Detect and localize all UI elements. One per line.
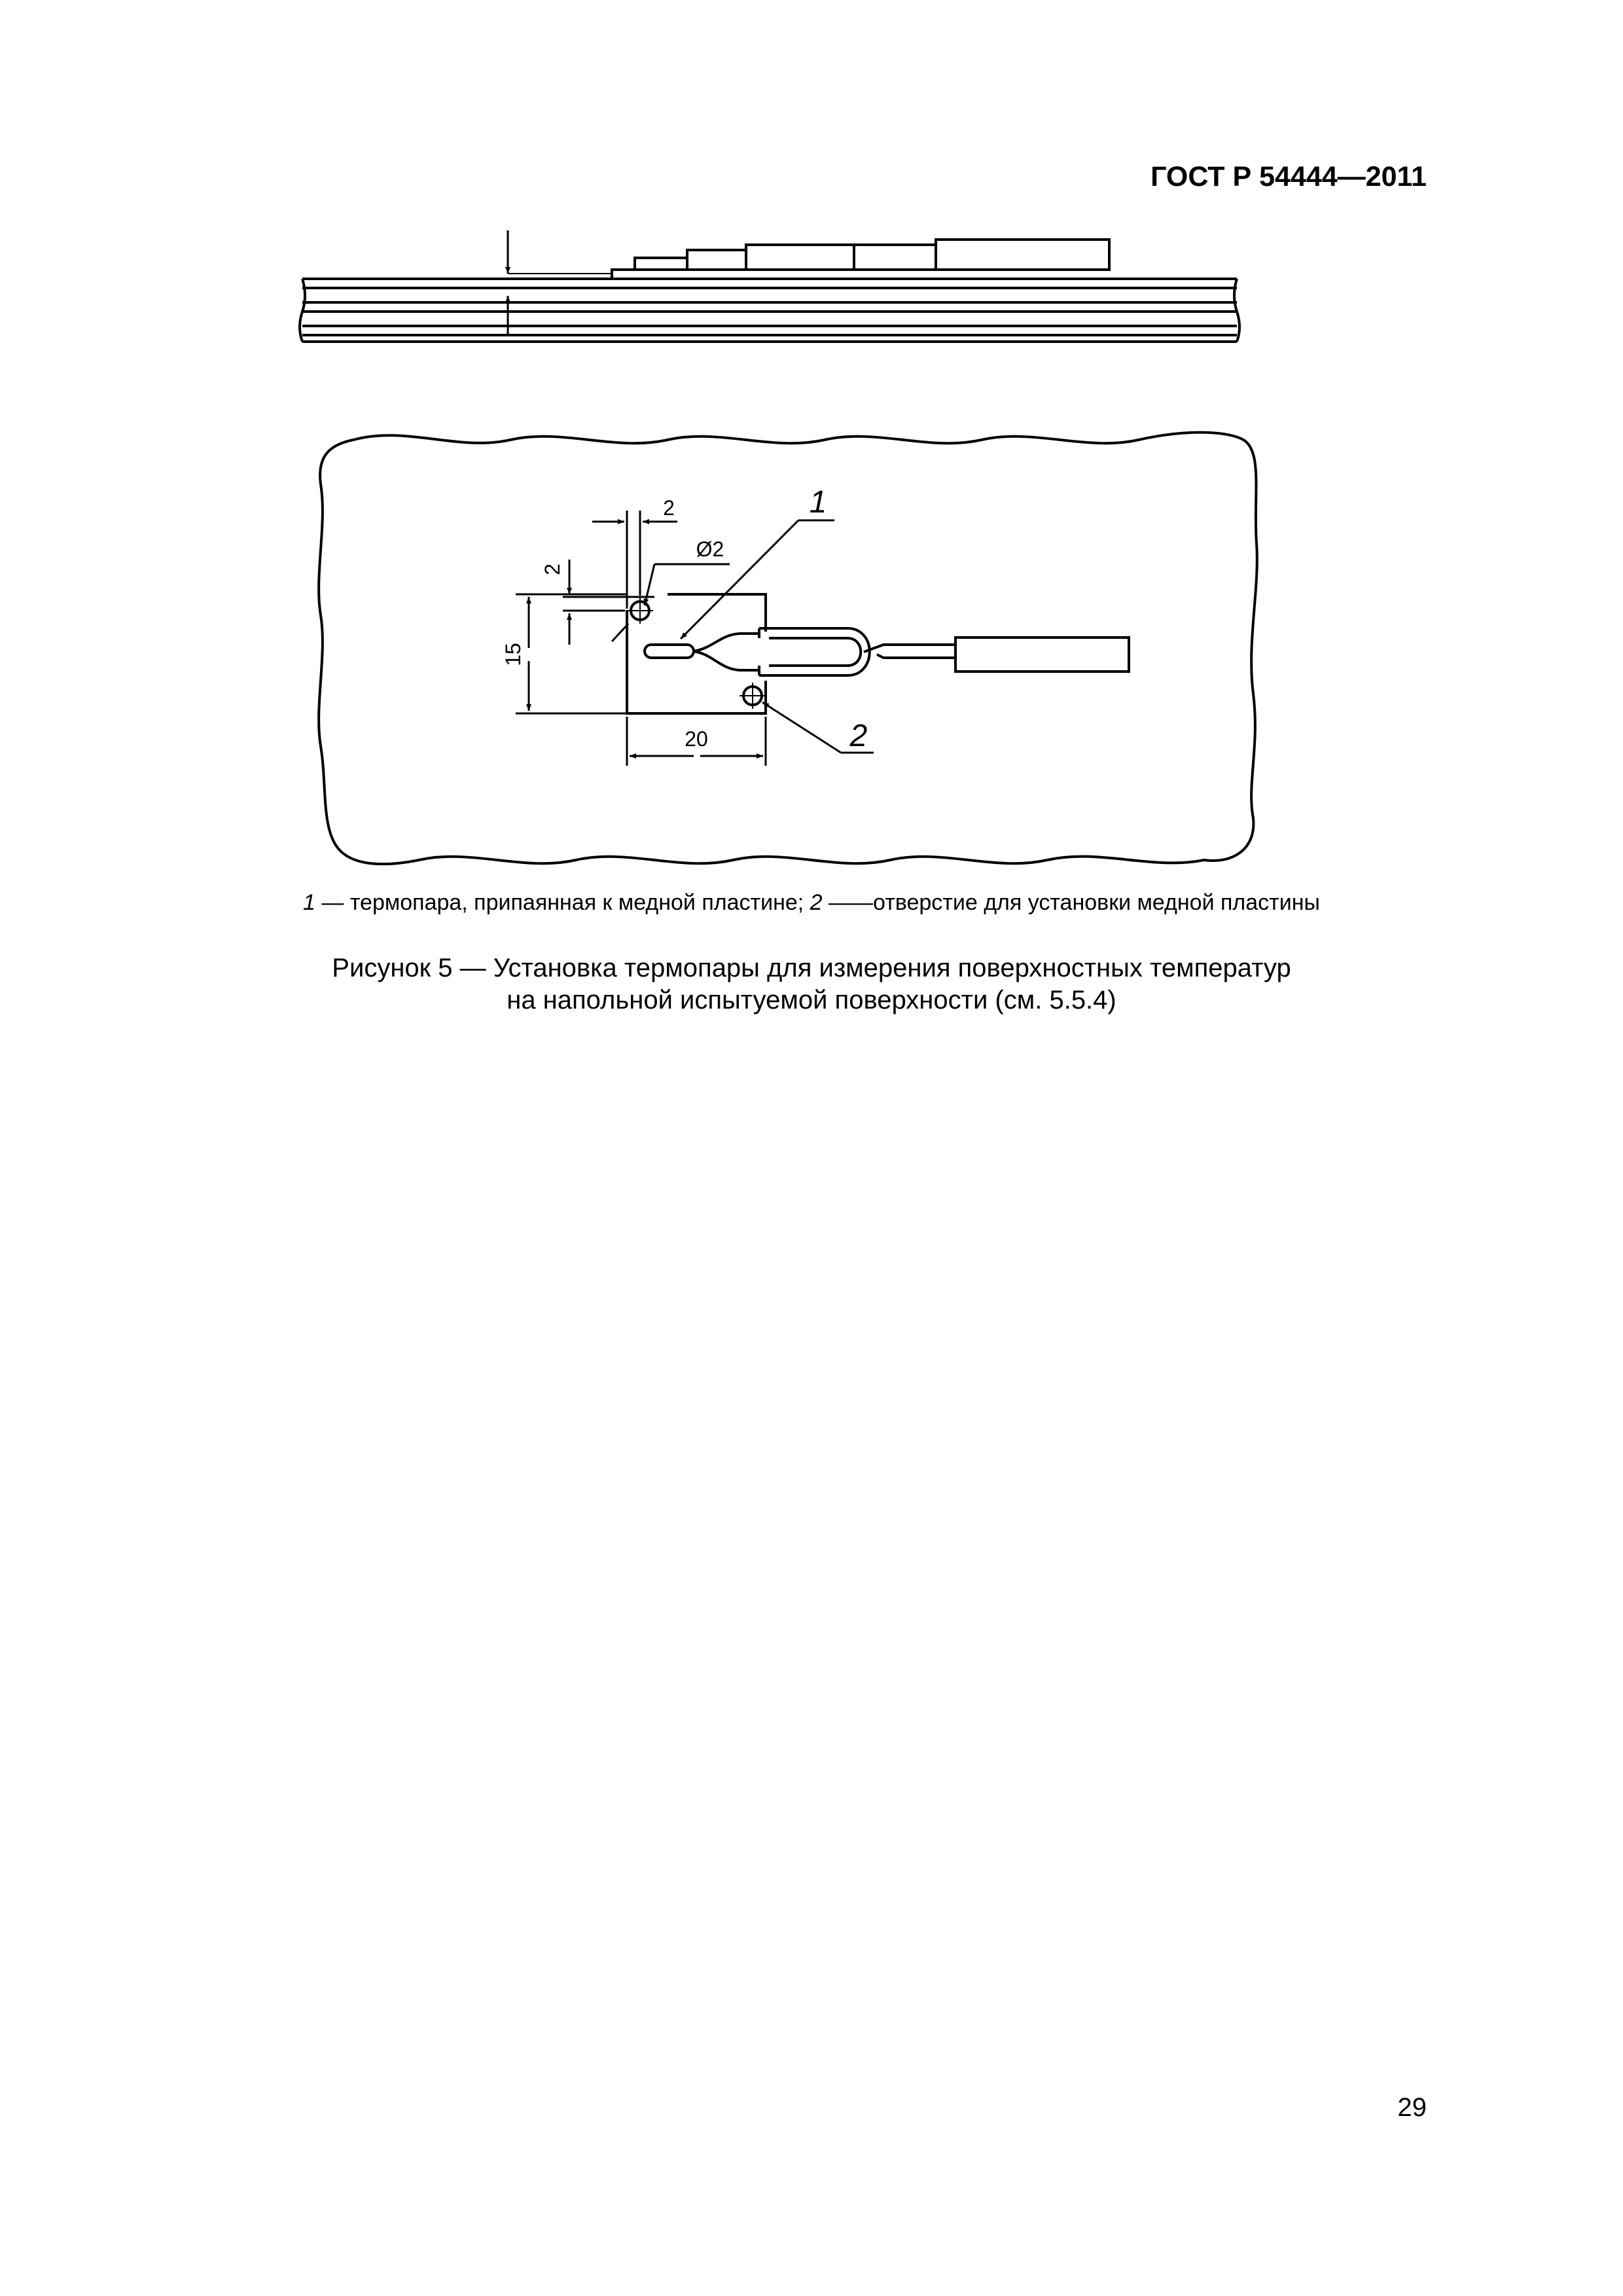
legend-item1-text: — термопара, припаянная к медной пластине; (315, 890, 810, 915)
figure-caption-line1: Рисунок 5 — Установка термопары для измерения поверхностных температур (332, 954, 1291, 982)
figure-caption-line2: на напольной испытуемой поверхности (см. 5.5.4) (507, 986, 1116, 1014)
floor-section-view (300, 230, 1240, 342)
callout-thermocouple-label: 1 (809, 485, 827, 520)
document-standard-header: ГОСТ Р 54444—2011 (1150, 161, 1427, 192)
page-number: 29 (1397, 2093, 1427, 2122)
plan-view-border (319, 433, 1257, 865)
dim-plate-width-label: 20 (685, 727, 708, 751)
dim-hole-offset-y-label: 2 (541, 564, 564, 575)
legend-item1-number: 1 (303, 890, 315, 915)
legend-item2-text: ——отверстие для установки медной пластины (822, 890, 1320, 915)
thermocouple (645, 628, 1129, 675)
figure-legend (0, 890, 1623, 916)
legend-item2-number: 2 (810, 890, 823, 915)
dim-plate-height-label: 15 (501, 643, 525, 666)
dim-hole-offset-x-label: 2 (663, 496, 675, 520)
mounting-holes (627, 598, 766, 709)
figure-caption (0, 952, 1623, 1016)
dim-hole-diameter-label: Ø2 (696, 537, 724, 561)
callout-hole-label: 2 (849, 719, 868, 753)
